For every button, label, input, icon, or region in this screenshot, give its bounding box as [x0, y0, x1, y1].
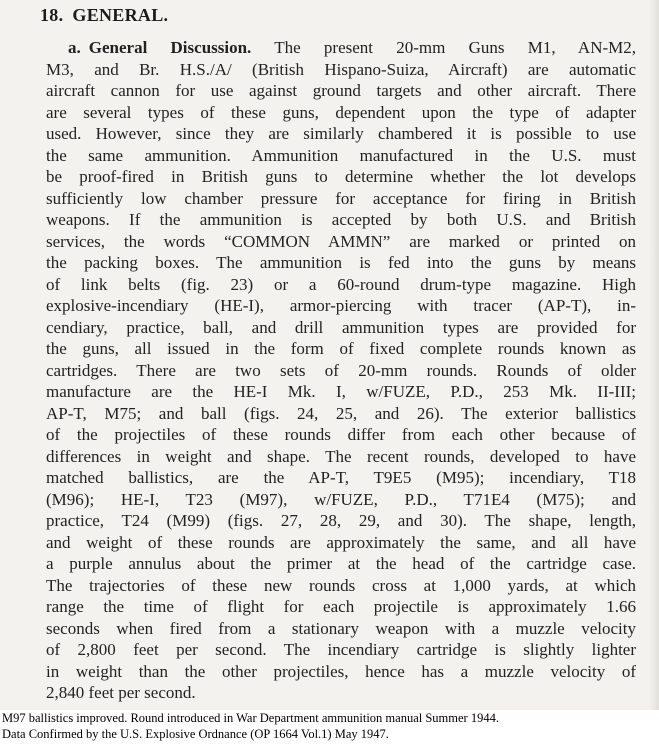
paragraph-line: aircraft cannon for use against ground targets and other aircraft. There: [46, 81, 636, 100]
paragraph-line: of link belts (fig. 23) or a 60-round drum-type magazine. High: [46, 274, 636, 294]
section-number: 18.: [40, 5, 64, 25]
paragraph-line: manufacture are the HE-I Mk. I, w/FUZE, P.D., 253 Mk. II-III;: [46, 382, 636, 401]
paragraph-line: be proof-fired in British guns to determine whether the lot develops: [46, 167, 636, 186]
paragraph-line: (M96); HE-I, T23 (M97), w/FUZE, P.D., T71E4 (M75); and: [46, 489, 636, 509]
paragraph-line: used. However, since they are similarly chambered it is possible to use: [46, 124, 636, 143]
paragraph-line: differences in weight and shape. The recent rounds, developed to have: [46, 446, 636, 466]
paragraph-line: the packing boxes. The ammunition is fed into the guns by means: [46, 253, 636, 272]
page-edge-shadow: [649, 0, 659, 710]
paragraph-line: the same ammunition. Ammunition manufactured in the U.S. must: [46, 145, 636, 165]
paragraph-line: The trajectories of these new rounds cross at 1,000 yards, at which: [46, 575, 636, 595]
paragraph-line: a. General Discussion. The present 20-mm Guns M1, AN-M2,: [68, 38, 636, 57]
footer-note-ballistics: M97 ballistics improved. Round introduced in War Department ammunition manual Summer 1944.: [2, 711, 499, 725]
footer-notes: [2, 710, 499, 742]
paragraph-line: a purple annulus about the primer at the head of the cartridge case.: [46, 554, 636, 573]
paragraph-line: are several types of these guns, dependent upon the type of adapter: [46, 102, 636, 122]
paragraph-line: cendiary, practice, ball, and drill ammunition types are provided for: [46, 317, 636, 337]
paragraph-line: seconds when fired from a stationary weapon with a muzzle velocity: [46, 618, 636, 638]
footer-note-source: Data Confirmed by the U.S. Explosive Ordnance (OP 1664 Vol.1) May 1947.: [2, 727, 389, 741]
paragraph-line: matched ballistics, are the AP-T, T9E5 (M95); incendiary, T18: [46, 468, 636, 487]
paragraph-line: explosive-incendiary (HE-I), armor-piercing with tracer (AP-T), in-: [46, 296, 636, 315]
paragraph-line: AP-T, M75; and ball (figs. 24, 25, and 26). The exterior ballistics: [46, 403, 636, 423]
paragraph-line: M3, and Br. H.S./A/ (British Hispano-Suiza, Aircraft) are automatic: [46, 59, 636, 79]
paragraph-line: in weight than the other projectiles, hence has a muzzle velocity of: [46, 661, 636, 681]
paragraph-line: weapons. If the ammunition is accepted by both U.S. and British: [46, 210, 636, 229]
paragraph-line: practice, T24 (M99) (figs. 27, 28, 29, and 30). The shape, length,: [46, 511, 636, 530]
paragraph-line: of 2,800 feet per second. The incendiary cartridge is slightly lighter: [46, 640, 636, 659]
paragraph-line: range the time of flight for each projectile is approximately 1.66: [46, 597, 636, 616]
paragraph-line: services, the words “COMMON AMMN” are marked or printed on: [46, 231, 636, 251]
section-title: GENERAL.: [72, 5, 169, 25]
paragraph-line: sufficiently low chamber pressure for acceptance for firing in British: [46, 188, 636, 208]
subparagraph-title: General Discussion.: [88, 38, 252, 57]
paragraph-line: of the projectiles of these rounds differ from each other because of: [46, 425, 636, 444]
subparagraph-letter: a.: [68, 38, 81, 57]
paragraph-general-discussion: [46, 37, 636, 704]
paragraph-line: the guns, all issued in the form of fixed complete rounds known as: [46, 339, 636, 358]
paragraph-line: and weight of these rounds are approximately the same, and all have: [46, 532, 636, 552]
section-heading: [40, 5, 177, 26]
paragraph-line: cartridges. There are two sets of 20-mm rounds. Rounds of older: [46, 360, 636, 380]
paragraph-line: 2,840 feet per second.: [46, 683, 196, 702]
